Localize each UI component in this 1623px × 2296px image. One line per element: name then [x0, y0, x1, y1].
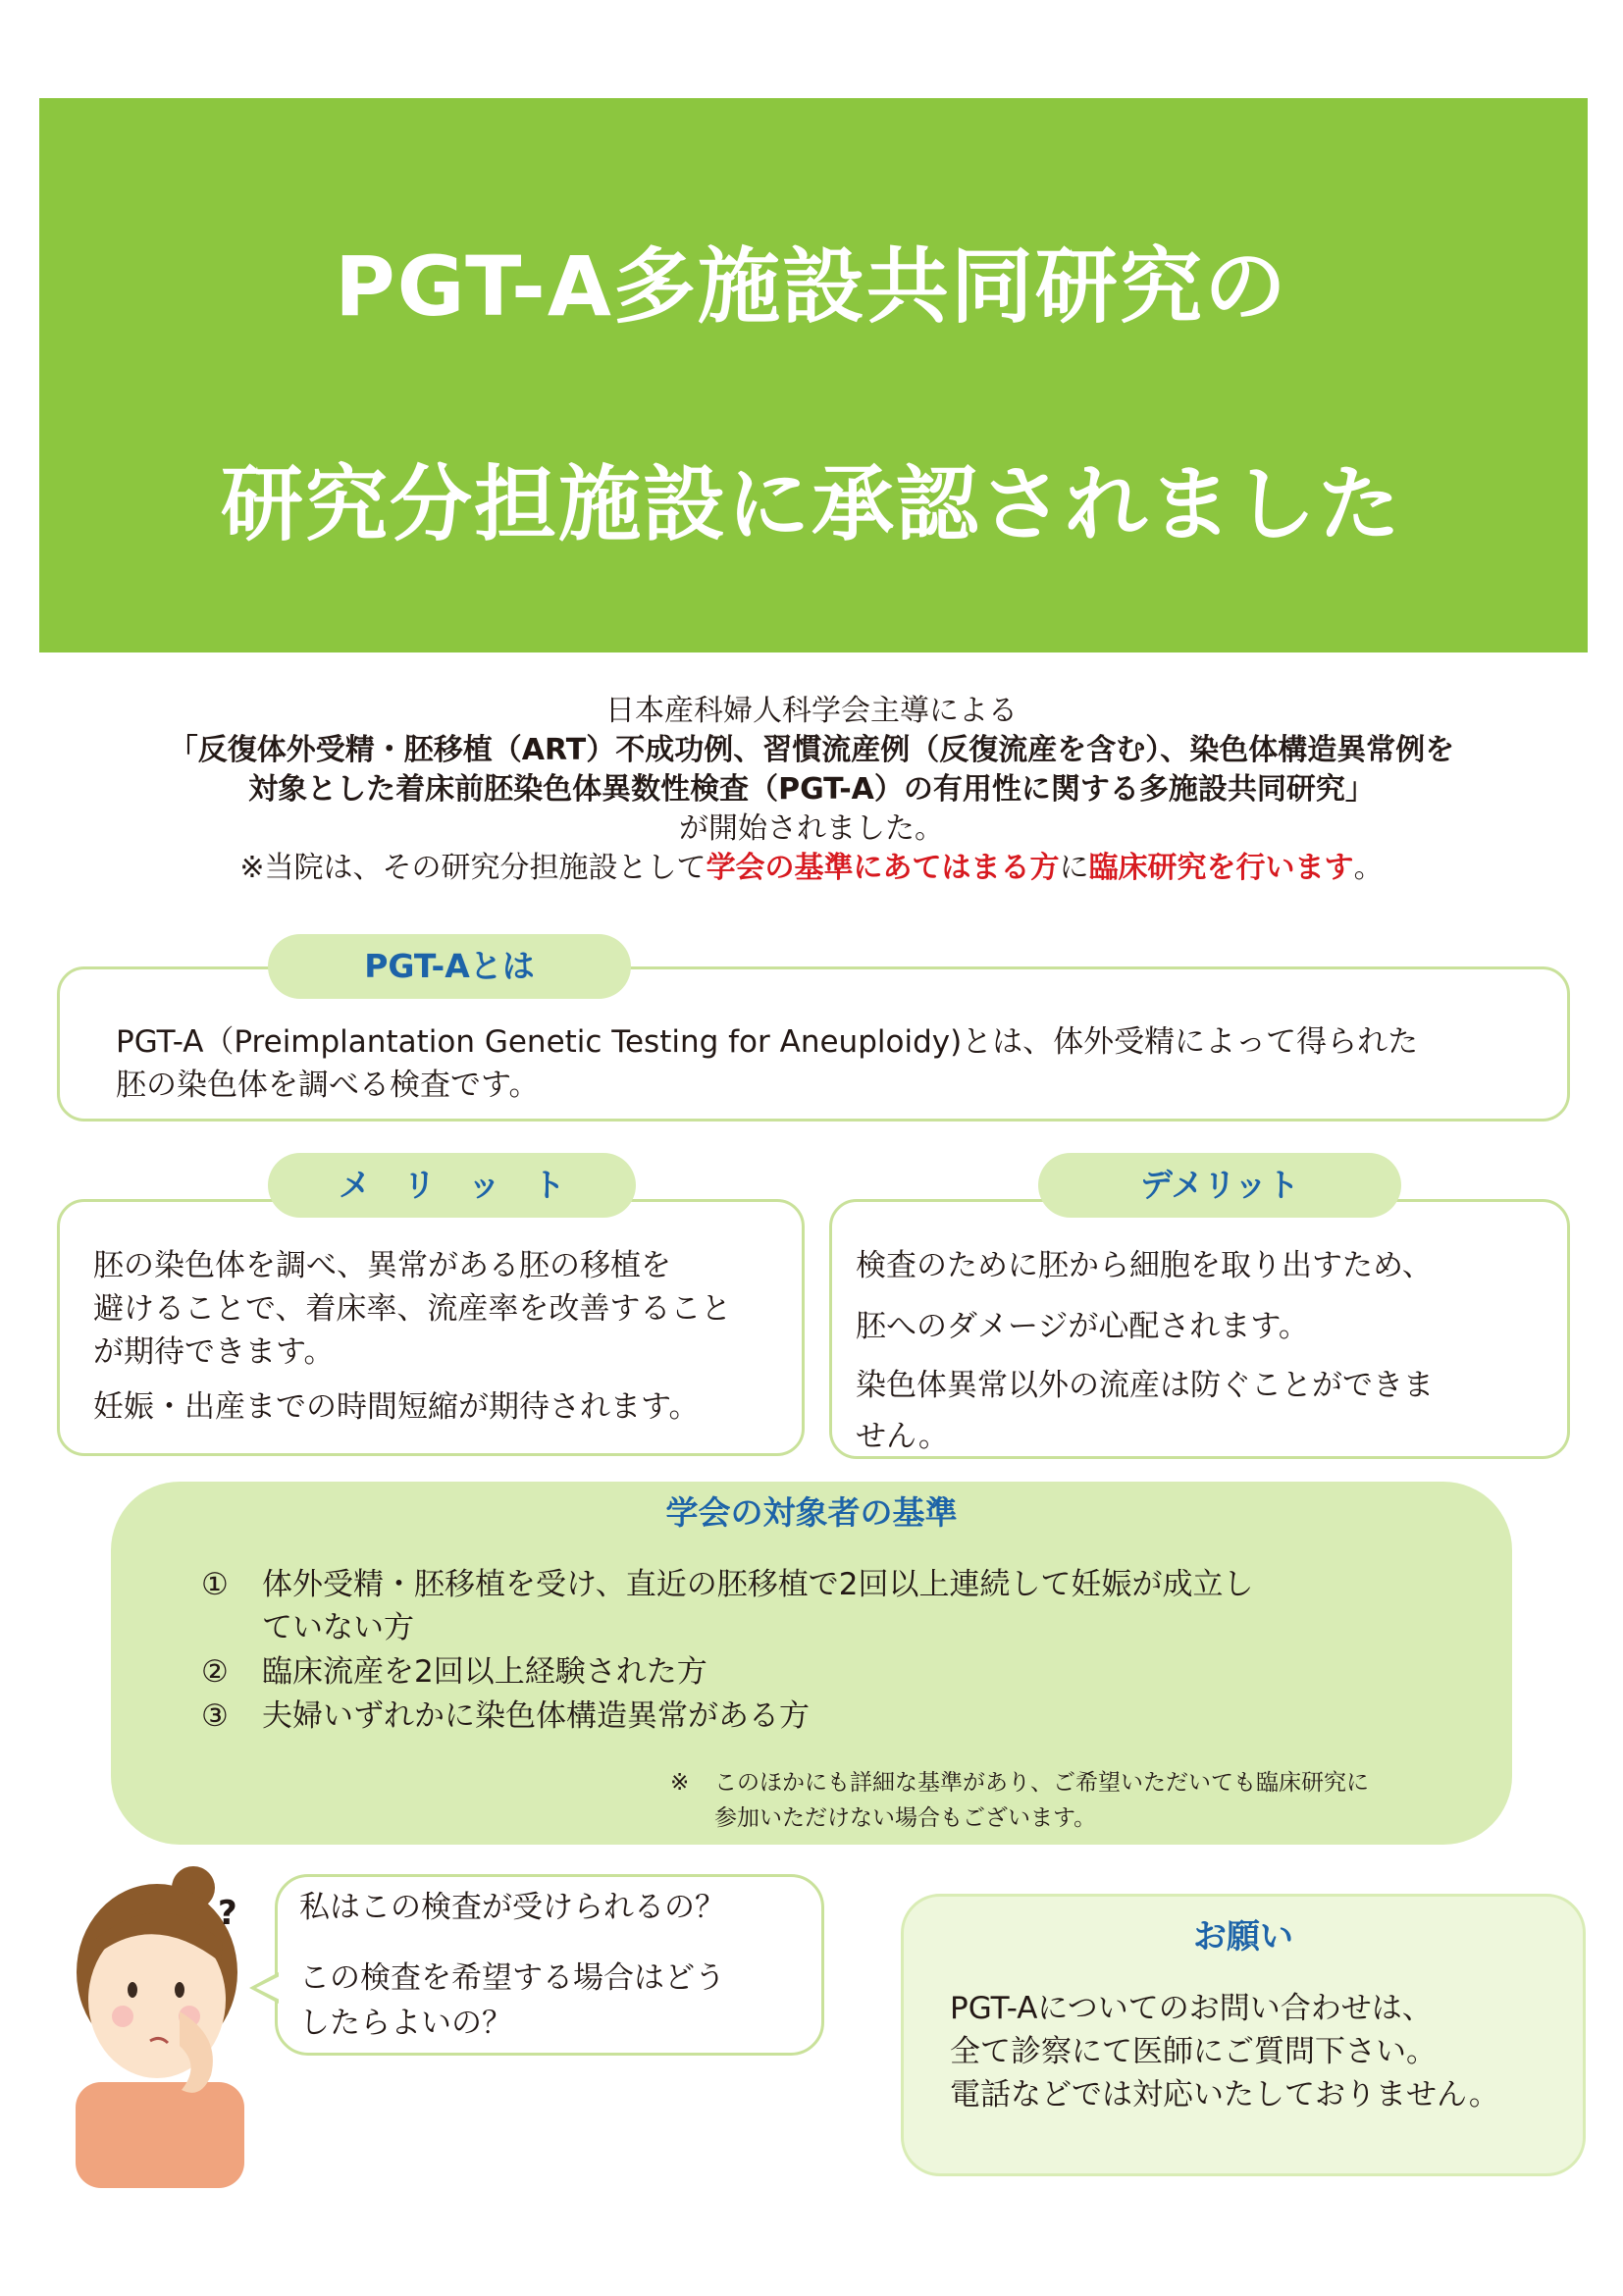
intro-line-1: 日本産科婦人科学会主導による [605, 694, 1018, 728]
eye-right [175, 1982, 184, 1998]
demerit-text-line: 検査のために胚から細胞を取り出すため、 [856, 1248, 1433, 1283]
intro-line-5 [59, 849, 1564, 888]
criteria-item-number: ③ [201, 1698, 229, 1734]
request-line3: 電話などでは対応いたしておりません。 [950, 2077, 1499, 2113]
request-line2: 全て診察にて医師にご質問下さい。 [950, 2034, 1437, 2069]
intro-line-3: 対象とした着床前胚染色体異数性検査（PGT-A）の有用性に関する多施設共同研究」 [248, 772, 1375, 807]
question-mark-icon: ? [218, 1894, 237, 1933]
header-banner [39, 98, 1588, 652]
intro-emphasis-research: 臨床研究を行います [1088, 851, 1354, 885]
criteria-item-text: 夫婦いずれかに染色体構造異常がある方 [262, 1698, 810, 1734]
criteria-item-2 [201, 1650, 707, 1694]
criteria-item-1 [201, 1563, 1253, 1606]
cheek-left [112, 2006, 133, 2027]
intro-notice-particle: に [1059, 851, 1089, 885]
about-label: PGT-Aとは [268, 934, 631, 999]
request-heading: お願い [1193, 1917, 1293, 1957]
criteria-note-mark: ※ [670, 1770, 690, 1796]
eye-left [128, 1982, 137, 1998]
demerit-text-line: 胚へのダメージが心配されます。 [856, 1309, 1309, 1344]
question-line1: 私はこの検査が受けられるの？ [299, 1890, 725, 1925]
question-line2: この検査を希望する場合はどう [299, 1960, 725, 1996]
intro-notice-period: 。 [1353, 851, 1384, 885]
criteria-heading: 学会の対象者の基準 [665, 1493, 958, 1532]
merit-label: メ リ ッ ト [268, 1153, 636, 1218]
about-text-line1: PGT-A（Preimplantation Genetic Testing for Aneuploidy)とは、体外受精によって得られた [116, 1024, 1419, 1060]
criteria-note-line1: このほかにも詳細な基準があり、ご希望いただいても臨床研究に [714, 1770, 1369, 1796]
intro-line-4: が開始されました。 [679, 811, 944, 846]
demerit-label: デメリット [1038, 1153, 1401, 1218]
intro-line-2: 「反復体外受精・胚移植（ART）不成功例、習慣流産例（反復流産を含む）、染色体構造異常例を [168, 733, 1455, 767]
page-title-line2: 研究分担施設に承認されました [220, 456, 1402, 552]
criteria-item-3 [201, 1695, 810, 1738]
demerit-text-line: せん。 [856, 1419, 949, 1454]
intro-emphasis-criteria: 学会の基準にあてはまる方 [706, 851, 1060, 885]
criteria-item-number: ② [201, 1654, 229, 1690]
request-line1: PGT-Aについてのお問い合わせは、 [950, 1991, 1433, 2026]
criteria-note-line2: 参加いただけない場合もございます。 [714, 1805, 1097, 1831]
merit-text-line: 避けることで、着床率、流産率を改善すること [93, 1291, 732, 1327]
criteria-item-number: ① [201, 1567, 229, 1602]
criteria-item-text: 臨床流産を2回以上経験された方 [262, 1654, 707, 1690]
page-title-line1: PGT-A多施設共同研究の [335, 238, 1288, 335]
merit-text-line: 妊娠・出産までの時間短縮が期待されます。 [93, 1389, 700, 1425]
about-text-line2: 胚の染色体を調べる検査です。 [116, 1068, 540, 1103]
shirt-shape [76, 2082, 244, 2188]
criteria-item-text: 体外受精・胚移植を受け、直近の胚移植で2回以上連続して妊娠が成立し [262, 1567, 1254, 1602]
criteria-item-1-cont: ていない方 [262, 1610, 414, 1645]
question-line3: したらよいの？ [299, 2006, 512, 2041]
demerit-text-line: 染色体異常以外の流産は防ぐことができま [856, 1368, 1434, 1403]
merit-text-line: 胚の染色体を調べ、異常がある胚の移植を [93, 1248, 671, 1283]
intro-notice-text: ※当院は、その研究分担施設として [239, 851, 707, 885]
merit-text-line: が期待できます。 [93, 1334, 335, 1370]
speech-bubble-tail-inner [256, 1976, 280, 2000]
